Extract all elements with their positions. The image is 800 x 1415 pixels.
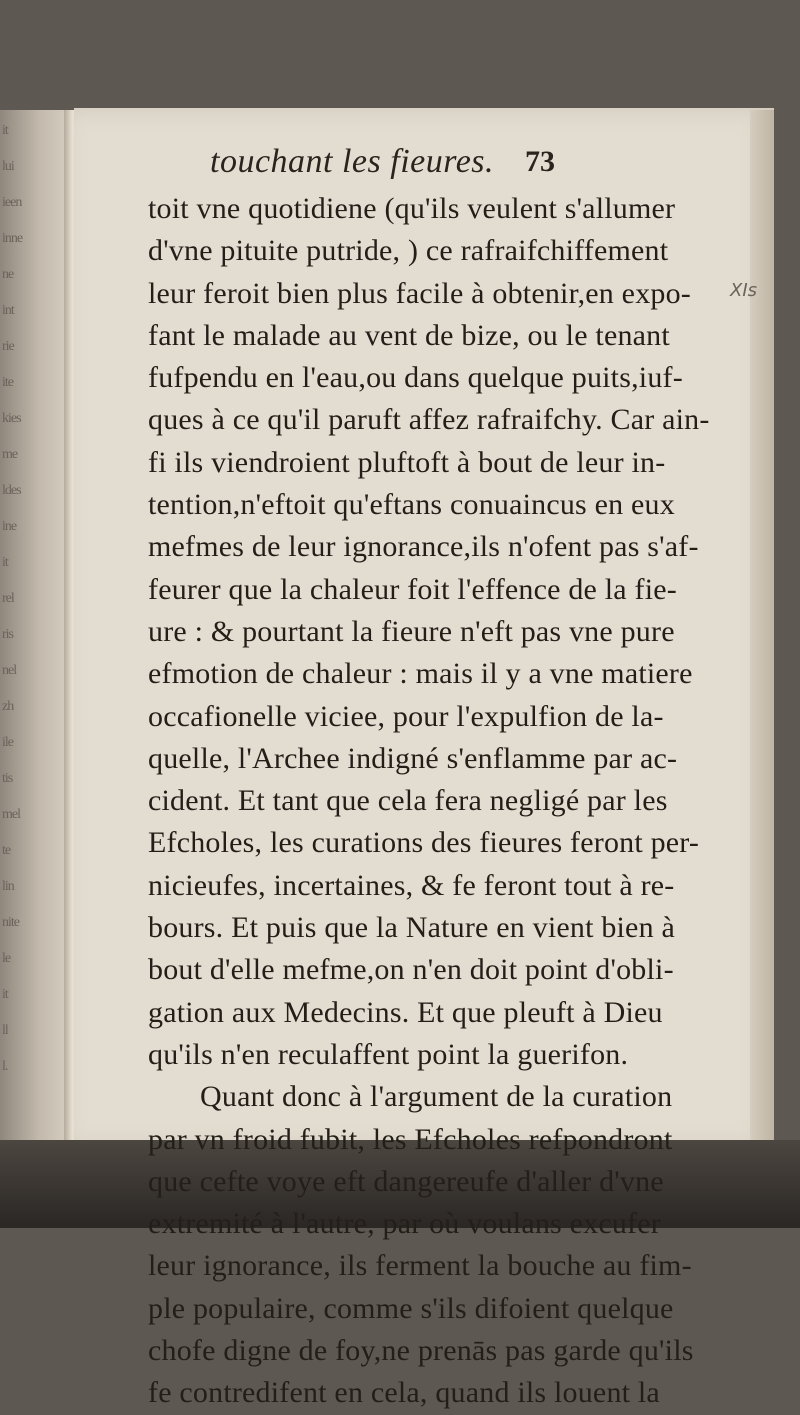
facing-page-fragment: tis — [2, 771, 13, 786]
facing-page-fragment: mel — [2, 807, 20, 822]
text-line: occafionelle viciee, pour l'expulfion de la- — [148, 699, 664, 733]
facing-page-fragment: l. — [2, 1059, 8, 1074]
text-line: nicieufes, incertaines, & fe feront tout à re- — [148, 868, 675, 902]
facing-page-fragment: lui — [2, 159, 14, 174]
text-line: que cefte voye eft dangereufe d'aller d'vne — [148, 1164, 664, 1198]
running-head: touchant les fieures. — [210, 143, 495, 180]
facing-page-fragment: kies — [2, 411, 21, 426]
text-line: mefmes de leur ignorance,ils n'ofent pas s'af- — [148, 530, 699, 564]
facing-page-fragment: nel — [2, 663, 17, 678]
text-line: bours. Et puis que la Nature en vient bien à — [148, 911, 675, 945]
page-number: 73 — [525, 145, 555, 178]
text-line: leur feroit bien plus facile à obtenir,en expo- — [148, 276, 691, 310]
facing-page-fragment: zh — [2, 699, 14, 714]
facing-page-fragment: ine — [2, 519, 17, 534]
text-line: d'vne pituite putride, ) ce rafraifchiffement — [148, 234, 669, 268]
text-line: fe contredifent en cela, quand ils louent la — [148, 1376, 660, 1410]
facing-page-fragment: ris — [2, 627, 13, 642]
text-line: feurer que la chaleur foit l'effence de la fie- — [148, 572, 677, 606]
text-line: chofe digne de foy,ne prenās pas garde qu'ils — [148, 1334, 694, 1368]
facing-page-fragment: rel — [2, 591, 14, 606]
text-line: toit vne quotidiene (qu'ils veulent s'allumer — [148, 192, 676, 225]
body-text — [148, 188, 728, 1415]
facing-page-fragment: lin — [2, 879, 14, 894]
facing-page-fragment: inne — [2, 231, 23, 246]
facing-page-fragment: ieen — [2, 195, 22, 210]
facing-page-edge — [0, 110, 72, 1150]
text-line: extremité à l'autre, par où voulans excufer — [148, 1207, 661, 1241]
facing-page-fragment: it — [2, 123, 8, 138]
text-line: fufpendu en l'eau,ou dans quelque puits,iuf- — [148, 361, 683, 395]
facing-page-fragment: ite — [2, 375, 13, 390]
facing-page-fragment: it — [2, 555, 8, 570]
facing-page-fragment: it — [2, 987, 8, 1002]
text-line: efmotion de chaleur : mais il y a vne matiere — [148, 657, 693, 691]
text-line: ques à ce qu'il paruft affez rafraifchy. Car ain- — [148, 403, 710, 437]
facing-page-fragment: me — [2, 447, 18, 462]
text-line: qu'ils n'en reculaffent point la guerifon. — [148, 1037, 629, 1071]
text-line: bout d'elle mefme,on n'en doit point d'obli- — [148, 953, 674, 987]
facing-page-fragment: ne — [2, 267, 14, 282]
text-line: par vn froid fubit, les Efcholes refpondront — [148, 1122, 673, 1156]
page-right-edge — [750, 110, 774, 1148]
facing-page-fragment: le — [2, 951, 11, 966]
facing-page-fragment: ile — [2, 735, 13, 750]
text-line: Quant donc à l'argument de la curation — [200, 1080, 673, 1114]
facing-page-fragment: nite — [2, 915, 19, 930]
text-line: Efcholes, les curations des fieures feront per- — [148, 826, 700, 860]
text-line: tention,n'eftoit qu'eftans conuaincus en eux — [148, 488, 675, 522]
text-line: fant le malade au vent de bize, ou le tenant — [148, 318, 670, 352]
text-line: quelle, l'Archee indigné s'enflamme par ac- — [148, 741, 678, 775]
margin-note: XIs — [730, 280, 758, 301]
facing-page-fragment: te — [2, 843, 11, 858]
facing-page-fragment: ll — [2, 1023, 8, 1038]
facing-page-fragment: rie — [2, 339, 14, 354]
facing-page-fragment: int — [2, 303, 14, 318]
text-line: gation aux Medecins. Et que pleuft à Dieu — [148, 995, 663, 1029]
text-line: ple populaire, comme s'ils difoient quelque — [148, 1291, 674, 1325]
facing-page-fragment: ldes — [2, 483, 21, 498]
text-line: leur ignorance, ils ferment la bouche au fim- — [148, 1249, 692, 1283]
text-line: fi ils viendroient pluftoft à bout de leur in- — [148, 445, 666, 479]
text-line: cident. Et tant que cela fera negligé par les — [148, 784, 668, 818]
text-line: ure : & pourtant la fieure n'eft pas vne pure — [148, 614, 675, 648]
